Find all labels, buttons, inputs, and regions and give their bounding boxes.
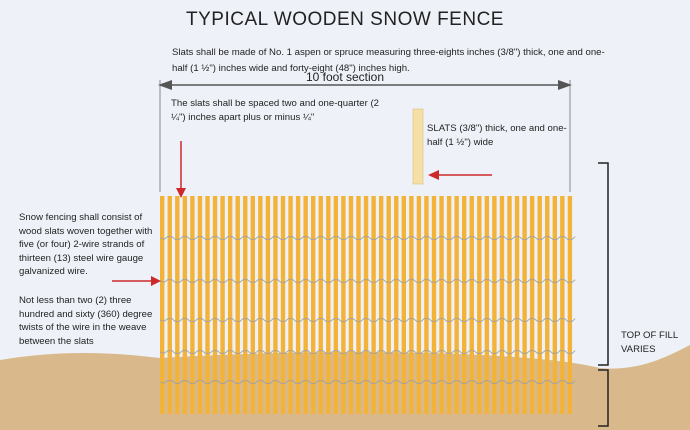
- fence-slat: [545, 196, 549, 414]
- diagram-title: TYPICAL WOODEN SNOW FENCE: [186, 9, 504, 30]
- fence-slat: [530, 196, 534, 414]
- fence-slat: [190, 196, 194, 414]
- fill-bracket-upper: [598, 163, 608, 365]
- fence-slat: [273, 196, 277, 414]
- fence-slat: [538, 196, 542, 414]
- fence-slat: [447, 196, 451, 414]
- fence-slat: [243, 196, 247, 414]
- fence-slat: [409, 196, 413, 414]
- fence-slat: [515, 196, 519, 414]
- section-length-label: 10 foot section: [305, 70, 385, 84]
- fence-slat: [168, 196, 172, 414]
- fence-slat: [258, 196, 262, 414]
- fence-slat: [371, 196, 375, 414]
- fence-slat: [477, 196, 481, 414]
- fence-slat: [213, 196, 217, 414]
- fence-slat: [439, 196, 443, 414]
- wire-twist-note: Not less than two (2) three hundred and sixty (360) degree twists of the wire in the weave between the slats: [19, 295, 153, 347]
- fence-slat: [303, 196, 307, 414]
- fence-slat: [341, 196, 345, 414]
- fence-slat: [175, 196, 179, 414]
- fence-slat: [198, 196, 202, 414]
- fence-slat: [311, 196, 315, 414]
- fence-slat: [553, 196, 557, 414]
- fence-slats: [160, 196, 572, 414]
- fence-slat: [500, 196, 504, 414]
- fence-slat: [379, 196, 383, 414]
- fence-slat: [326, 196, 330, 414]
- fill-height-label: TOP OF FILL VARIES: [621, 330, 678, 355]
- fence-slat: [236, 196, 240, 414]
- fence-slat: [296, 196, 300, 414]
- slat-arrow-left-icon: [428, 170, 439, 180]
- slat-spacing-note: The slats shall be spaced two and one-quarter (2 ¼") inches apart plus or minus ¼": [171, 98, 379, 123]
- fence-slat: [470, 196, 474, 414]
- fence-slat: [319, 196, 323, 414]
- fence-slat: [424, 196, 428, 414]
- fence-slat: [507, 196, 511, 414]
- fence-slat: [522, 196, 526, 414]
- fence-slat: [288, 196, 292, 414]
- fence-slat: [183, 196, 187, 414]
- wire-weave-note: Snow fencing shall consist of wood slats woven together with five (or four) 2-wire strands of thirteen (13) steel wire gauge galvanized wire.: [19, 212, 153, 277]
- fence-slat: [251, 196, 255, 414]
- fence-slat: [349, 196, 353, 414]
- fence-slat: [432, 196, 436, 414]
- fence-slat: [387, 196, 391, 414]
- fence-slat: [560, 196, 564, 414]
- fence-slat: [364, 196, 368, 414]
- fence-slat: [205, 196, 209, 414]
- slat-size-label: SLATS (3/8") thick, one and one-half (1 ½") wide: [427, 123, 567, 148]
- fence-slat: [492, 196, 496, 414]
- fence-slat: [568, 196, 572, 414]
- fence-slat: [394, 196, 398, 414]
- fence-slat: [220, 196, 224, 414]
- fence-slat: [402, 196, 406, 414]
- fence-slat: [417, 196, 421, 414]
- fence-slat: [356, 196, 360, 414]
- slat-spec-text: Slats shall be made of No. 1 aspen or spruce measuring three-eights inches (3/8") thick, one and one-half (1 ½") inches wide and forty-eight (48") inches high.: [172, 47, 605, 74]
- fence-slat: [454, 196, 458, 414]
- fence-slat: [485, 196, 489, 414]
- fence-slat: [462, 196, 466, 414]
- fence-slat: [228, 196, 232, 414]
- fence-slat: [266, 196, 270, 414]
- sample-slat: [413, 109, 423, 184]
- fence-slat: [334, 196, 338, 414]
- fence-slat: [281, 196, 285, 414]
